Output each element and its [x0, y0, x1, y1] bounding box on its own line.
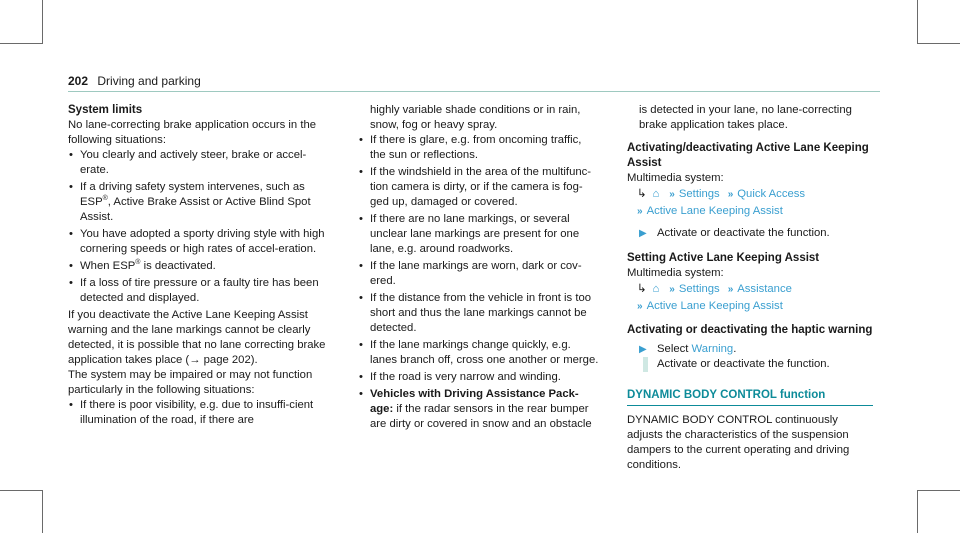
section-rule — [627, 405, 873, 406]
path-quick-access: Quick Access — [737, 188, 806, 200]
activating-heading: Activating/deactivating Active Lane Keeping Assist — [627, 142, 869, 169]
section-name: Driving and parking — [97, 74, 201, 88]
continued-text: is detected in your lane, no lane-correcting brake application takes place. — [639, 104, 852, 131]
column-3 — [627, 103, 873, 473]
list-item: • If the lane markings are worn, dark or cov-ered. — [358, 259, 600, 289]
column-1 — [68, 103, 326, 430]
setting-heading: Setting Active Lane Keeping Assist — [627, 252, 820, 264]
crop-mark — [917, 43, 960, 44]
haptic-heading: Activating or deactivating the haptic warning — [627, 324, 873, 336]
list-item: • If the windshield in the area of the multifunc-tion camera is dirty, or if the camera is fog-ged up, damaged or covered. — [358, 165, 600, 210]
list-item: • If there is glare, e.g. from oncoming traffic, the sun or reflections. — [358, 133, 600, 163]
continued-text: highly variable shade conditions or in rain, snow, fog or heavy spray. — [370, 104, 581, 131]
intro-text: No lane-correcting brake application occurs in the following situations: — [68, 119, 317, 146]
page-number: 202 — [68, 74, 89, 88]
multimedia-label: Multimedia system: — [627, 172, 724, 184]
crop-mark — [0, 43, 43, 44]
return-arrow-icon: ↳ — [637, 283, 647, 295]
list-item: • If the lane markings change quickly, e.g. lanes branch off, cross one another or merge. — [358, 338, 600, 368]
list-item: • If there is poor visibility, e.g. due to insuffi-cient illumination of the road, if there are — [68, 398, 326, 428]
list-item: • If there are no lane markings, or several unclear lane markings are present for one lane, e.g. around roadworks. — [358, 212, 600, 257]
menu-path-2 — [627, 281, 873, 315]
list-item: • Vehicles with Driving Assistance Pack-age: if the radar sensors in the rear bumper are dirty or covered in snow and an obstacle — [358, 387, 600, 432]
double-chevron-icon: » — [637, 206, 643, 217]
double-chevron-icon: » — [727, 189, 734, 200]
triangle-step-icon: ▶ — [639, 344, 647, 355]
return-arrow-icon: ↳ — [637, 188, 647, 200]
page-header — [68, 74, 201, 88]
path-assistance: Assistance — [737, 283, 792, 295]
menu-path-1 — [627, 186, 873, 220]
list-item: • If a driving safety system intervenes, such as ESP®, Active Brake Assist or Active Blind Spot Assist. — [68, 180, 326, 225]
list-item: • If the distance from the vehicle in front is too short and thus the lane markings cannot be detected. — [358, 291, 600, 336]
impaired-list-continued — [358, 133, 600, 432]
section-body: DYNAMIC BODY CONTROL continuously adjusts the characteristics of the suspension dampers to the current operating and driving conditions. — [627, 414, 850, 471]
path-active-lane-keeping: Active Lane Keeping Assist — [646, 205, 783, 217]
double-chevron-icon: » — [669, 284, 675, 295]
crop-mark — [42, 0, 43, 44]
system-limits-heading: System limits — [68, 104, 143, 116]
impaired-list — [68, 398, 326, 428]
double-chevron-icon: » — [637, 301, 643, 312]
crop-mark — [917, 0, 918, 44]
crop-mark — [0, 490, 43, 491]
home-icon: ⌂ — [652, 188, 660, 200]
path-settings: Settings — [678, 283, 720, 295]
column-2 — [358, 103, 600, 434]
double-chevron-icon: » — [669, 189, 675, 200]
list-item: • When ESP® is deactivated. — [68, 259, 326, 274]
list-item: • You have adopted a sporty driving style with high cornering speeds or high rates of accel-eration. — [68, 227, 326, 257]
substep-bar — [643, 357, 648, 372]
list-item: • If the road is very narrow and winding. — [358, 370, 600, 385]
warning-option: Warning — [691, 343, 734, 355]
triangle-step-icon: ▶ — [639, 228, 647, 239]
crop-mark — [917, 490, 918, 533]
impaired-paragraph: The system may be impaired or may not function particularly in the following situations: — [68, 369, 313, 396]
instruction-step: ▶ Activate or deactivate the function. — [639, 227, 830, 239]
crop-mark — [917, 490, 960, 491]
path-active-lane-keeping: Active Lane Keeping Assist — [646, 300, 783, 312]
list-item: • You clearly and actively steer, brake or accel-erate. — [68, 148, 326, 178]
home-icon: ⌂ — [652, 283, 660, 295]
instruction-step: ▶ Select Warning. Activate or deactivate the function. — [639, 343, 830, 370]
header-rule — [68, 91, 880, 92]
limits-list — [68, 148, 326, 306]
list-item: • If a loss of tire pressure or a faulty tire has been detected and displayed. — [68, 276, 326, 306]
path-settings: Settings — [678, 188, 720, 200]
deactivate-paragraph: If you deactivate the Active Lane Keeping Assist warning and the lane markings cannot be clearly detected, it is possible that no lane correcting brake application takes place (→ page 202). — [68, 309, 326, 366]
crop-mark — [42, 490, 43, 533]
multimedia-label: Multimedia system: — [627, 267, 724, 279]
section-heading: DYNAMIC BODY CONTROL function — [627, 389, 826, 401]
double-chevron-icon: » — [727, 284, 734, 295]
